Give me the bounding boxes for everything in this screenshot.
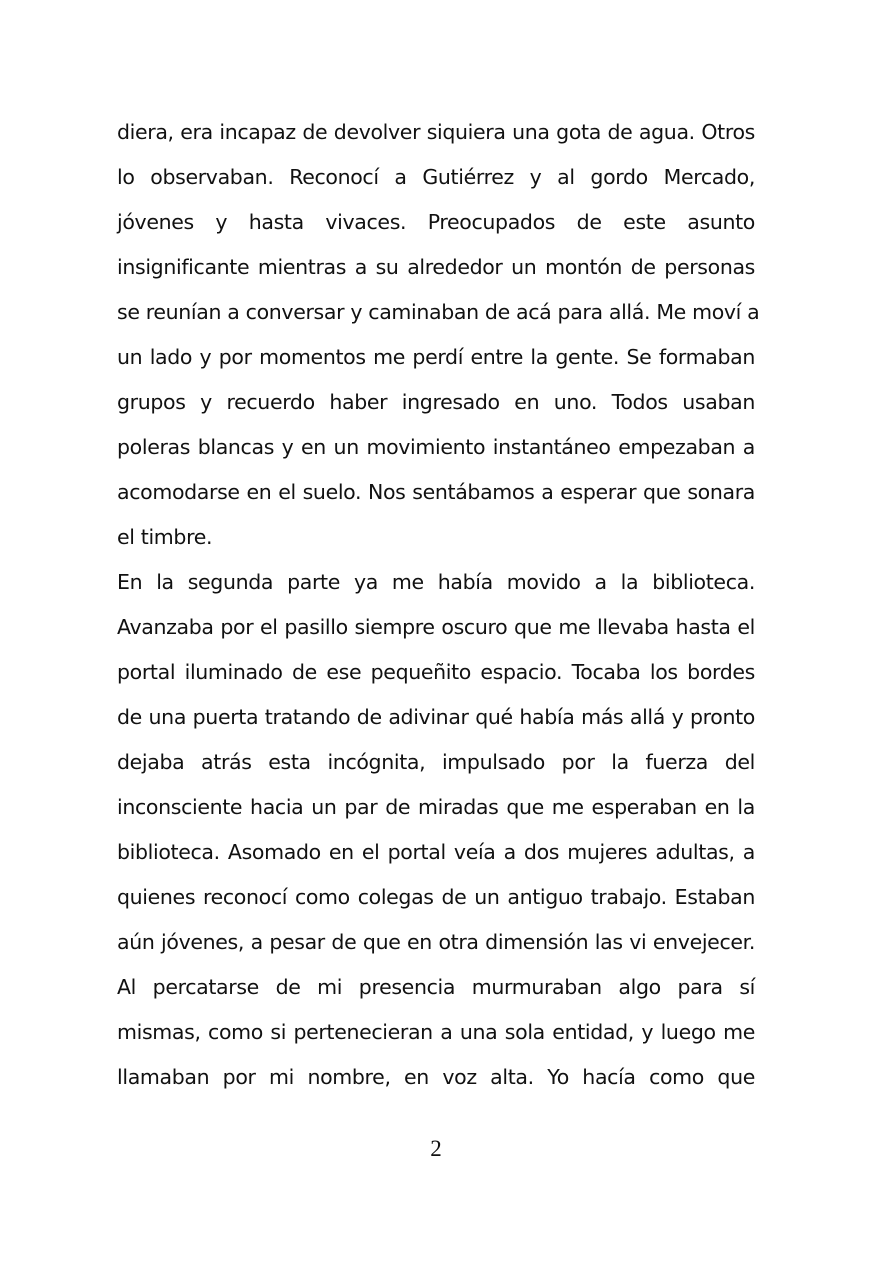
text-line: insignificante mientras a su alrededor un montón de personas (117, 255, 755, 279)
page-number: 2 (430, 1136, 442, 1161)
paragraph-end-line: el timbre. (117, 525, 213, 549)
text-line: jóvenes y hasta vivaces. Preocupados de este asunto (117, 210, 755, 234)
text-line: quienes reconocí como colegas de un antiguo trabajo. Estaban (117, 885, 755, 909)
text-line: se reunían a conversar y caminaban de acá para allá. Me moví a (117, 300, 760, 324)
text-line: Avanzaba por el pasillo siempre oscuro que me llevaba hasta el (117, 615, 755, 639)
text-line: portal iluminado de ese pequeñito espacio. Tocaba los bordes (117, 660, 755, 684)
text-line: de una puerta tratando de adivinar qué había más allá y pronto (117, 705, 755, 729)
text-line: poleras blancas y en un movimiento instantáneo empezaban a (117, 435, 755, 459)
text-line: llamaban por mi nombre, en voz alta. Yo hacía como que (117, 1065, 755, 1089)
text-line: grupos y recuerdo haber ingresado en uno. Todos usaban (117, 390, 755, 414)
text-line: dejaba atrás esta incógnita, impulsado por la fuerza del (117, 750, 755, 774)
text-line: aún jóvenes, a pesar de que en otra dimensión las vi envejecer. (117, 930, 755, 954)
text-line: mismas, como si pertenecieran a una sola entidad, y luego me (117, 1020, 755, 1044)
text-line: Al percatarse de mi presencia murmuraban algo para sí (117, 975, 755, 999)
text-line: En la segunda parte ya me había movido a la biblioteca. (117, 570, 755, 594)
text-line: lo observaban. Reconocí a Gutiérrez y al gordo Mercado, (117, 165, 755, 189)
text-line: diera, era incapaz de devolver siquiera una gota de agua. Otros (117, 120, 755, 144)
text-line: acomodarse en el suelo. Nos sentábamos a esperar que sonara (117, 480, 755, 504)
body-text (117, 110, 760, 1100)
text-line: un lado y por momentos me perdí entre la gente. Se formaban (117, 345, 755, 369)
text-line: biblioteca. Asomado en el portal veía a dos mujeres adultas, a (117, 840, 755, 864)
text-line: inconsciente hacia un par de miradas que me esperaban en la (117, 795, 755, 819)
